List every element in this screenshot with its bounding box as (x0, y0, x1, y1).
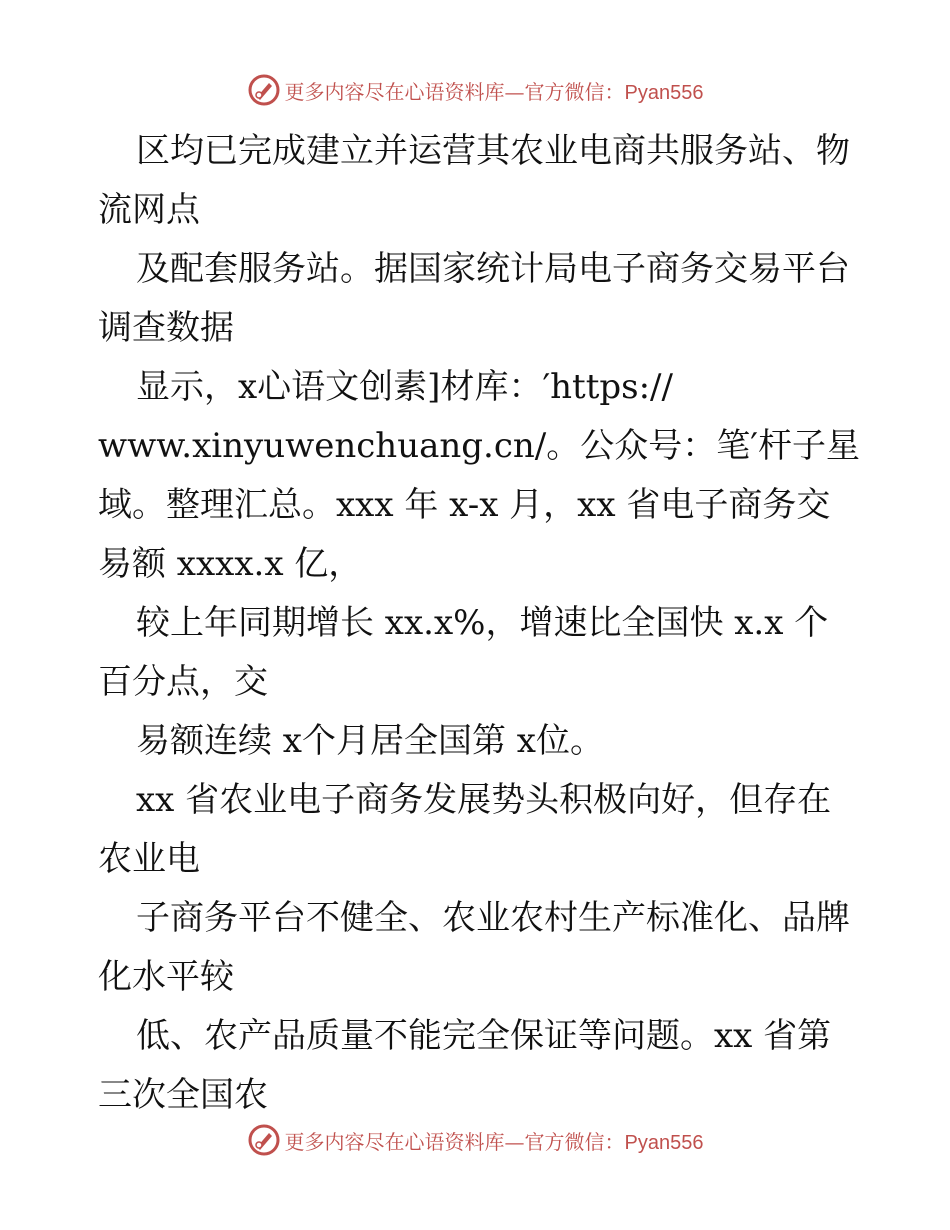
header-wechat-id: Pyan556 (624, 81, 704, 104)
footer-banner-label: 更多内容尽在心语资料库—官方微信： (284, 1129, 625, 1154)
text-line: 低、农产品质量不能完全保证等问题。xx 省第 (136, 1016, 832, 1056)
pen-nib-circle-icon (247, 1123, 281, 1157)
header-banner-label: 更多内容尽在心语资料库—官方微信： (284, 79, 625, 104)
pen-nib-circle-icon (247, 73, 281, 107)
footer-wechat-id: Pyan556 (624, 1131, 704, 1154)
text-line: 子商务平台不健全、农业农村生产标准化、品牌 (136, 898, 850, 938)
text-line: 调查数据 (98, 308, 234, 348)
text-line: 及配套服务站。据国家统计局电子商务交易平台 (136, 249, 850, 289)
text-line: xx 省农业电子商务发展势头积极向好，但存在 (136, 780, 832, 820)
text-line: 显示，x心语文创素]材库：′https:// (136, 367, 673, 407)
footer-banner (0, 1122, 950, 1158)
text-line: 农业电 (98, 839, 200, 879)
text-line: 百分点，交 (98, 662, 268, 702)
header-banner-text (285, 76, 704, 105)
text-line: 较上年同期增长 xx.x%，增速比全国快 x.x 个 (136, 603, 829, 643)
header-banner (0, 72, 950, 108)
text-line: 化水平较 (98, 957, 234, 997)
text-line: 区均已完成建立并运营其农业电商共服务站、物 (136, 131, 850, 171)
document-body (98, 122, 868, 1125)
text-line: 流网点 (98, 190, 200, 230)
text-line: www.xinyuwenchuang.cn/。公众号：笔′杆子星 (98, 426, 860, 466)
text-line: 易额 xxxx.x 亿， (98, 544, 363, 584)
text-line: 易额连续 x个月居全国第 x位。 (136, 721, 604, 761)
text-line: 域。整理汇总。xxx 年 x-x 月，xx 省电子商务交 (98, 485, 831, 525)
footer-banner-text (285, 1126, 704, 1155)
text-line: 三次全国农 (98, 1075, 268, 1115)
